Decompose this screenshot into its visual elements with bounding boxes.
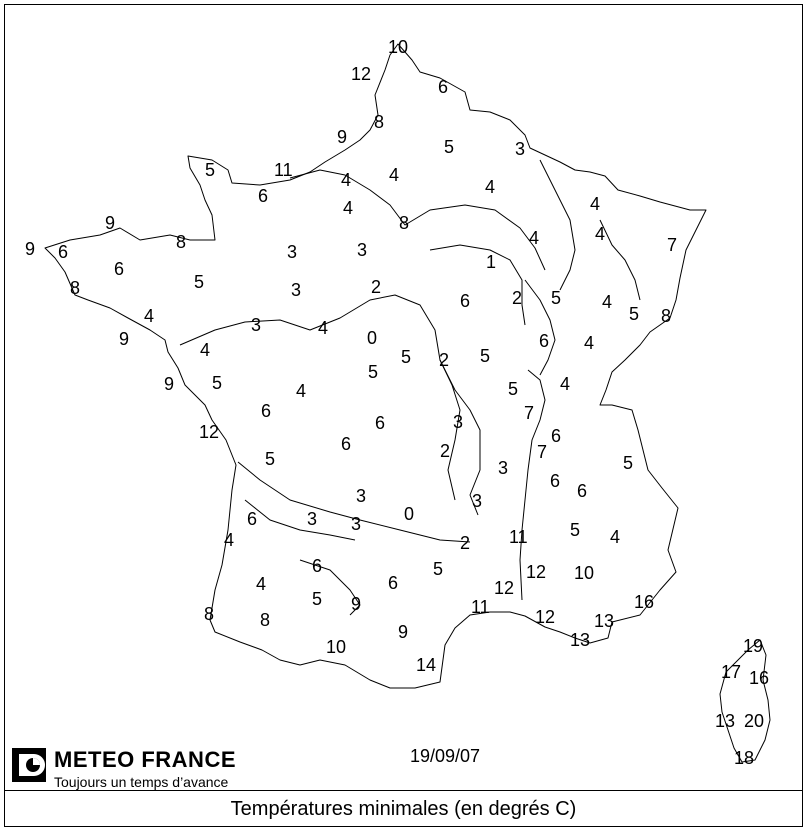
logo-text [54, 748, 236, 790]
temp-label: 3 [357, 240, 368, 260]
temp-label: 4 [341, 170, 352, 190]
temp-label: 16 [634, 592, 655, 612]
river-dordogne [245, 500, 355, 540]
temp-label: 6 [247, 509, 258, 529]
temp-label: 10 [574, 563, 595, 583]
temp-label: 9 [351, 594, 362, 614]
temp-label: 5 [265, 449, 276, 469]
brand-tagline: Toujours un temps d’avance [54, 774, 229, 790]
temp-label: 4 [343, 198, 354, 218]
temp-label: 5 [194, 272, 205, 292]
temp-label: 5 [508, 379, 519, 399]
temp-label: 3 [498, 458, 509, 478]
temp-label: 4 [485, 177, 496, 197]
temp-label: 5 [401, 347, 412, 367]
temp-label: 12 [535, 607, 556, 627]
temp-label: 6 [550, 471, 561, 491]
temp-label: 4 [595, 224, 606, 244]
temp-label: 4 [224, 530, 235, 550]
temp-label: 0 [404, 504, 415, 524]
corsica-outline [720, 640, 770, 762]
temp-label: 4 [296, 381, 307, 401]
temp-label: 7 [524, 403, 535, 423]
river-meuse [540, 160, 575, 290]
meteo-france-logo [12, 748, 236, 790]
temp-label: 2 [460, 533, 471, 553]
temp-label: 2 [439, 350, 450, 370]
temp-label: 9 [25, 239, 36, 259]
temp-label: 6 [258, 186, 269, 206]
temp-label: 6 [438, 77, 449, 97]
temp-label: 5 [623, 453, 634, 473]
temp-label: 6 [388, 573, 399, 593]
temp-label: 6 [539, 331, 550, 351]
temp-label: 4 [318, 318, 329, 338]
temp-label: 5 [312, 589, 323, 609]
temp-label: 7 [537, 442, 548, 462]
temp-label: 4 [256, 574, 267, 594]
temp-label: 8 [374, 112, 385, 132]
temp-label: 6 [577, 481, 588, 501]
temp-label: 13 [594, 611, 615, 631]
brand-name: METEO FRANCE [54, 747, 236, 772]
temp-label: 3 [351, 514, 362, 534]
temp-label: 8 [260, 610, 271, 630]
river-marne [430, 245, 525, 325]
temp-label: 4 [602, 292, 613, 312]
temp-label: 4 [389, 165, 400, 185]
temp-label: 8 [204, 604, 215, 624]
temp-label: 6 [460, 291, 471, 311]
temp-label: 4 [200, 340, 211, 360]
temp-label: 9 [164, 374, 175, 394]
temp-label: 6 [375, 413, 386, 433]
temp-label: 6 [114, 259, 125, 279]
temp-label: 4 [610, 527, 621, 547]
temp-label: 5 [551, 288, 562, 308]
temp-label: 2 [440, 441, 451, 461]
river-loire [180, 295, 483, 515]
temp-label: 2 [371, 277, 382, 297]
temp-label: 19 [743, 636, 764, 656]
temp-label: 9 [119, 329, 130, 349]
temp-label: 8 [70, 278, 81, 298]
temp-label: 4 [560, 374, 571, 394]
temp-label: 6 [58, 242, 69, 262]
temp-label: 3 [472, 491, 483, 511]
river-seine [290, 170, 545, 270]
temp-label: 5 [480, 346, 491, 366]
temp-label: 18 [734, 748, 755, 768]
temp-label: 5 [629, 304, 640, 324]
temp-label: 11 [509, 527, 528, 547]
temp-label: 3 [356, 486, 367, 506]
temp-label: 8 [176, 232, 187, 252]
temp-label: 10 [388, 37, 409, 57]
temp-label: 10 [326, 637, 347, 657]
temp-label: 11 [471, 597, 490, 617]
temp-label: 9 [105, 213, 116, 233]
temp-label: 3 [251, 315, 262, 335]
temp-label: 3 [453, 412, 464, 432]
temp-label: 20 [744, 711, 765, 731]
temp-label: 6 [261, 401, 272, 421]
temp-label: 13 [570, 630, 591, 650]
temp-label: 7 [667, 235, 678, 255]
temp-label: 9 [398, 622, 409, 642]
temp-label: 5 [205, 160, 216, 180]
meteo-france-logo-icon [12, 748, 46, 782]
temp-label: 4 [529, 228, 540, 248]
temp-label: 5 [368, 362, 379, 382]
temp-label: 4 [584, 333, 595, 353]
temp-label: 16 [749, 668, 770, 688]
temp-label: 5 [570, 520, 581, 540]
temp-label: 12 [199, 422, 220, 442]
temp-label: 6 [312, 556, 323, 576]
temp-label: 3 [307, 509, 318, 529]
temp-label: 4 [590, 194, 601, 214]
temp-label: 11 [274, 160, 293, 180]
temp-label: 8 [661, 306, 672, 326]
temp-label: 6 [341, 434, 352, 454]
temp-label: 9 [337, 127, 348, 147]
temp-label: 6 [551, 426, 562, 446]
temp-label: 2 [512, 288, 523, 308]
map-date: 19/09/07 [410, 746, 481, 766]
temp-label: 3 [515, 139, 526, 159]
temp-label: 0 [367, 328, 378, 348]
temp-label: 5 [433, 559, 444, 579]
caption-bar [4, 790, 803, 827]
temp-label: 17 [721, 662, 742, 682]
temp-label: 8 [399, 213, 410, 233]
temp-label: 4 [144, 306, 155, 326]
temp-label: 5 [212, 373, 223, 393]
temp-label: 1 [486, 252, 497, 272]
temp-label: 3 [291, 280, 302, 300]
temp-label: 3 [287, 242, 298, 262]
temp-label: 12 [526, 562, 547, 582]
temp-label: 12 [494, 578, 515, 598]
temp-label: 5 [444, 137, 455, 157]
river-moselle [600, 220, 640, 300]
temp-label: 12 [351, 64, 372, 84]
map-caption: Températures minimales (en degrés C) [230, 797, 577, 820]
temp-label: 14 [416, 655, 437, 675]
temp-label: 13 [715, 711, 736, 731]
